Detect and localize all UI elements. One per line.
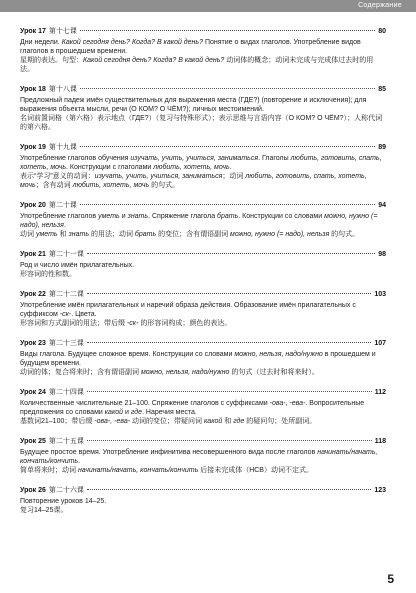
toc-entry-topics-ru: Употребление имён прилагательных и наречий образа действия. Образование имён прилагательных с суффиксом -ск-. Цвета.: [20, 302, 356, 318]
dot-leader: [87, 391, 372, 392]
lesson-number-ru: Урок 17: [20, 28, 46, 35]
lesson-number-zh: 第二十五课: [48, 438, 84, 445]
toc-entry-heading: [20, 249, 386, 261]
toc-entry: [20, 84, 386, 132]
lesson-number-zh: 第二十六课: [48, 487, 84, 494]
lesson-number-ru: Урок 26: [20, 487, 46, 494]
toc-entry-topics-zh: 基数词21–100；带后缀 -ова-, -ева- 动词的变位；带疑问词 какой 和 где 的疑问句；处所副词。: [20, 418, 317, 425]
dot-leader: [87, 293, 371, 294]
toc-entry-heading: [20, 142, 386, 154]
lesson-number-ru: Урок 21: [20, 251, 46, 258]
toc-page-number: 107: [374, 340, 386, 347]
toc-page-number: 94: [378, 202, 386, 209]
toc-entry-topics-zh: 动词的体；复合将来时；含有谓语副词 можно, нельзя, надо/нужно 的句式（过去时和将来时）。: [20, 369, 319, 376]
dot-leader: [80, 30, 375, 31]
lesson-number-zh: 第十九课: [48, 144, 77, 151]
toc-entry: [20, 436, 386, 475]
lesson-number-zh: 第二十二课: [48, 291, 84, 298]
toc-entry-topics-ru: Употребление глаголов уметь и знать. Спряжение глагола брать. Конструкции со словами можно, нужно (= надо), нельзя.: [20, 213, 378, 229]
toc-entry: [20, 289, 386, 328]
lesson-number-zh: 第十八课: [48, 86, 77, 93]
toc-entry-topics-ru: Будущее простое время. Употребление инфинитива несовершенного вида после глаголов начинать/начать, кончать/кончить.: [20, 449, 378, 465]
lesson-number-zh: 第二十四课: [48, 389, 84, 396]
toc-page-number: 89: [378, 144, 386, 151]
toc-entry-heading: [20, 436, 386, 448]
toc-entry-topics-ru: Виды глагола. Будущее сложное время. Конструкции со словами можно, нельзя, надо/нужно в прошедшем и будущем времени.: [20, 351, 376, 367]
lesson-number-ru: Урок 20: [20, 202, 46, 209]
toc-entry-topics-zh: 表示“学习”意义的动词：изучать, учить, учиться, заниматься；动词 любить, готовить, спать, хотеть, мочь；含有动词 любить, хотеть, мочь 的句式。: [20, 173, 367, 189]
toc-entry-topics-zh: 简单将来时；动词 начинать/начать, кончать/кончить 后接未完成体（НСВ）动词不定式。: [20, 467, 313, 474]
toc-entry: [20, 485, 386, 515]
lesson-number-ru: Урок 18: [20, 86, 46, 93]
lesson-number-zh: 第二十三课: [48, 340, 84, 347]
dot-leader: [87, 489, 371, 490]
toc-entry: [20, 26, 386, 74]
lesson-number-zh: 第十七课: [48, 28, 77, 35]
toc-page-number: 123: [374, 487, 386, 494]
toc-entry-topics-ru: Дни недели. Какой сегодня день? Когда? В какой день? Понятие о видах глаголов. Употребление видов глаголов в прошедшем времени.: [20, 39, 361, 55]
toc-entry-topics-zh: 复习14–25课。: [20, 507, 68, 514]
toc-entry: [20, 200, 386, 239]
lesson-number-ru: Урок 19: [20, 144, 46, 151]
lesson-number-zh: 第二十课: [48, 202, 77, 209]
toc-page-number: 85: [378, 86, 386, 93]
section-title: Содержание: [358, 2, 402, 9]
toc-page-number: 103: [374, 291, 386, 298]
toc-entry-topics-zh: 名词前置词格（第六格）表示地点（ГДЕ?）（复习与特殊形式）；表示思维与言语内容（О КОМ? О ЧЁМ?）；人称代词的第六格。: [20, 115, 383, 131]
toc-entry: [20, 142, 386, 190]
lesson-number-ru: Урок 23: [20, 340, 46, 347]
toc-entry-heading: [20, 338, 386, 350]
lesson-number-zh: 第二十一课: [48, 251, 84, 258]
dot-leader: [87, 342, 371, 343]
toc-page-number: 112: [374, 389, 386, 396]
dot-leader: [80, 88, 375, 89]
toc-entry-heading: [20, 485, 386, 497]
toc-entry-topics-ru: Предложный падеж имён существительных для выражения места (ГДЕ?) (повторение и исключения); для выражения объекта мысли, речи (О КОМ? О ЧЁМ?); личных местоимений.: [20, 97, 367, 113]
toc-entry-topics-ru: Повторение уроков 14–25.: [20, 498, 107, 505]
header-bar: [0, 0, 416, 12]
toc-page-number: 98: [378, 251, 386, 258]
toc-entry-heading: [20, 26, 386, 38]
table-of-contents: [20, 26, 386, 525]
toc-page-number: 80: [378, 28, 386, 35]
toc-entry-topics-ru: Употребление глаголов обучения изучать, учить, учиться, заниматься. Глаголы любить, готовить, спать, хотеть, мочь. Конструкции с глаголами любить, хотеть, мочь.: [20, 155, 382, 171]
toc-entry-topics-zh: 星期的表达。句型：Какой сегодня день? Когда? В какой день? 动词体的概念；动词未完成与完成体过去时的用法。: [20, 57, 374, 73]
toc-entry: [20, 387, 386, 426]
lesson-number-ru: Урок 24: [20, 389, 46, 396]
toc-entry: [20, 338, 386, 377]
toc-page-number: 118: [374, 438, 386, 445]
lesson-number-ru: Урок 25: [20, 438, 46, 445]
toc-entry-heading: [20, 387, 386, 399]
toc-entry-topics-zh: 动词 уметь 和 знать 的用法；动词 брать 的变位；含有谓语副词 можно, нужно (= надо), нельзя 的句式。: [20, 231, 360, 238]
toc-entry: [20, 249, 386, 279]
dot-leader: [80, 204, 375, 205]
toc-entry-topics-ru: Количественные числительные 21–100. Спряжение глаголов с суффиксами -ова-, -ева-. Вопросительные предложения со словами какой и где. Наречия места.: [20, 400, 365, 416]
dot-leader: [87, 253, 375, 254]
toc-entry-heading: [20, 84, 386, 96]
toc-entry-heading: [20, 200, 386, 212]
dot-leader: [87, 440, 372, 441]
toc-entry-topics-zh: 形容词的性和数。: [20, 271, 76, 278]
lesson-number-ru: Урок 22: [20, 291, 46, 298]
toc-entry-topics-ru: Род и число имён прилагательных.: [20, 262, 135, 269]
page-number: 5: [387, 572, 394, 586]
dot-leader: [80, 146, 375, 147]
toc-entry-topics-zh: 形容词和方式副词的用法；带后缀 -ск- 的形容词构成；颜色的表达。: [20, 320, 232, 327]
toc-entry-heading: [20, 289, 386, 301]
